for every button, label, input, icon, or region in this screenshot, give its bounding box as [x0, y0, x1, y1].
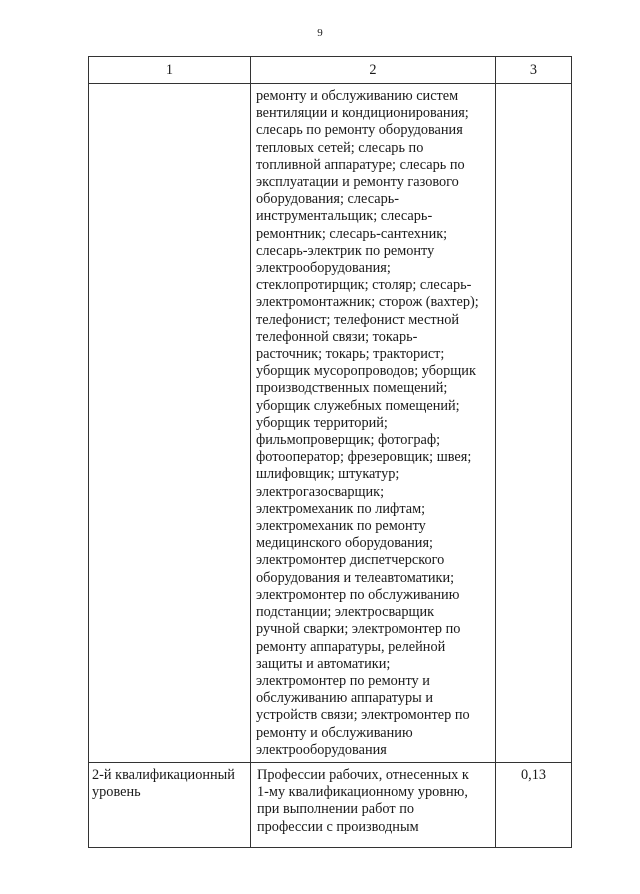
text-line: обслуживанию аппаратуры и — [256, 690, 433, 707]
text-line: уборщик территорий; — [256, 414, 388, 431]
level-cell-empty — [89, 84, 251, 763]
text-line: 1-му квалификационному уровню, — [257, 784, 468, 801]
text-line: электромонтер по ремонту и — [256, 672, 430, 689]
text-line: электромеханик по лифтам; — [256, 500, 426, 517]
text-line: при выполнении работ по — [257, 801, 415, 818]
qualification-level-cell — [89, 763, 251, 848]
text-line: расточник; токарь; тракторист; — [256, 346, 445, 363]
level-text-line: 2-й квалификационный — [92, 767, 235, 783]
professions-table — [88, 56, 572, 848]
text-line: электромонтажник; сторож (вахтер); — [256, 294, 479, 311]
text-line: ремонту аппаратуры, релейной — [256, 638, 446, 655]
level-description-cell — [251, 763, 496, 848]
text-line: оборудования и телеавтоматики; — [256, 569, 455, 586]
table-row — [89, 84, 572, 763]
table-header-row — [89, 57, 572, 84]
text-line: производственных помещений; — [256, 380, 448, 397]
header-cell-3 — [496, 57, 572, 84]
text-line: профессии с производным — [257, 818, 419, 835]
level-text-line: уровень — [92, 784, 141, 801]
coefficient-cell: 0,13 — [496, 763, 572, 848]
text-line: тепловых сетей; слесарь по — [256, 139, 424, 156]
text-line: слесарь по ремонту оборудования — [256, 122, 463, 139]
text-line: электрооборудования — [256, 741, 387, 758]
coefficient-cell-empty — [496, 84, 572, 763]
text-line: слесарь-электрик по ремонту — [256, 242, 435, 259]
text-line: телефонной связи; токарь- — [256, 328, 418, 345]
text-line: шлифовщик; штукатур; — [256, 466, 400, 483]
text-line: устройств связи; электромонтер по — [256, 707, 470, 724]
text-line: стеклопротирщик; столяр; слесарь- — [256, 277, 472, 294]
text-line: вентиляции и кондиционирования; — [256, 105, 469, 122]
header-cell-2 — [251, 57, 496, 84]
professions-list-cell — [251, 84, 496, 763]
text-line: Профессии рабочих, отнесенных к — [257, 767, 469, 783]
page-number: 9 — [317, 27, 323, 39]
text-line: защиты и автоматики; — [256, 655, 391, 672]
text-line: подстанции; электросварщик — [256, 604, 435, 621]
text-line: ремонту и обслуживанию — [256, 724, 413, 741]
text-line: ручной сварки; электромонтер по — [256, 621, 461, 638]
header-label-2: 2 — [369, 62, 377, 79]
text-line: ремонтник; слесарь-сантехник; — [256, 225, 448, 242]
text-line: оборудования; слесарь- — [256, 191, 400, 208]
text-line: топливной аппаратуре; слесарь по — [256, 156, 465, 173]
text-line: уборщик мусоропроводов; уборщик — [256, 363, 476, 380]
text-line: электромеханик по ремонту — [256, 518, 426, 535]
text-line: электромонтер по обслуживанию — [256, 586, 460, 603]
text-line: уборщик служебных помещений; — [256, 397, 460, 414]
text-line: ремонту и обслуживанию систем — [256, 88, 459, 104]
text-line: электрооборудования; — [256, 260, 391, 277]
text-line: инструментальщик; слесарь- — [256, 208, 433, 225]
header-label-1: 1 — [165, 62, 174, 79]
header-label-3: 3 — [529, 62, 538, 79]
text-line: электрогазосварщик; — [256, 483, 385, 500]
text-line: электромонтер диспетчерского — [256, 552, 445, 569]
text-line: эксплуатации и ремонту газового — [256, 174, 459, 191]
text-line: телефонист; телефонист местной — [256, 311, 460, 328]
text-line: медицинского оборудования; — [256, 535, 433, 552]
table-row — [89, 763, 572, 848]
header-cell-1 — [89, 57, 251, 84]
text-line: фильмопроверщик; фотограф; — [256, 432, 441, 449]
text-line: фотооператор; фрезеровщик; швея; — [256, 449, 472, 466]
